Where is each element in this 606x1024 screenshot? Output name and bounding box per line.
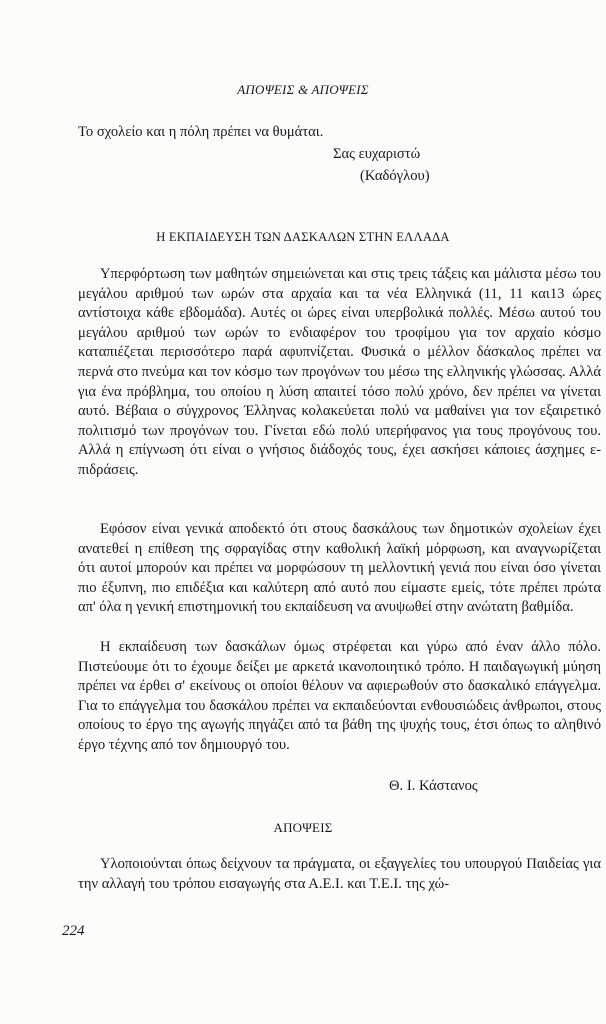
page-number: 224 [62,923,85,939]
article-title: Η ΕΚΠΑΙΔΕΥΣΗ ΤΩΝ ΔΑΣΚΑΛΩΝ ΣΤΗΝ ΕΛΛΑΔΑ [156,230,450,244]
article-paragraph-2: Εφόσον είναι γενικά αποδεκτό ότι στους δασκάλους των δημοτικών σχολείων έχει ανατεθεί η επίθεση της σφραγίδας στην καθολική λαϊκή μόρφωση, και αναγνωρίζεται ότι αυτοί μπορούν και πρέπει να μορφώσουν τη μελλοντική γενιά που είναι όσο γίνεται πιο έξυπνη, πιο επιδέξια και καλύτερη από αυτό που είμαστε εμείς, τότε πρέπει πρώτα απ' όλα η γενική επιστημονική του εκπαίδευση να ανυψωθεί στην ανώτατη βαθμίδα. [78,521,601,616]
section-paragraph: Υλοποιούνται όπως δείχνουν τα πράγματα, οι εξαγγελίες του υπουργού Παιδείας για την αλλαγή του τρόπου εισαγωγής στα Α.Ε.Ι. και Τ.Ε.Ι. της χώ- [78,856,601,892]
article-paragraph-3: Η εκπαίδευση των δασκάλων όμως στρέφεται και γύρω από έναν άλλο πόλο. Πιστεύουμε ότι το έχουμε δείξει με αρκετά ικανοποιητικό τρόπο. Η παιδαγωγική μύηση πρέπει να έρθει σ' εκείνους οι οποίοι θέλουν να αφιερωθούν στο δασκαλικό επάγγελμα. Για το επάγγελμα του δασκάλου πρέπει να εκπαιδεύονται ενθουσιώδεις άνθρωποι, στους οποίους το έργο της αγωγής πηγάζει από τα βάθη της ψυχής τους, έτσι όπως το αληθινό έργο τέχνης από τον δημιουργό του. [78,639,601,753]
article-paragraph-1: Υπερφόρτωση των μαθητών σημειώνεται και στις τρεις τάξεις και μάλιστα μέσω του μεγάλου αριθμού των ωρών στα αρχαία και τα νέα Ελληνικά (11, 11 και13 ώρες αντίστοιχα κάθε εβδομάδα). Αυτές οι ώρες είναι υπερβολικά πολλές. Μέσω αυτού του μεγάλου αριθμού των ωρών το ενδιαφέρον του τροφίμου για τον αρχαίο κόσμο καταπιέζεται περισσότερο παρά αφυπνίζεται. Φυσικά ο μέλλον δάσκαλος πρέπει να περνά στο πνεύμα και τον κόσμο των προγόνων του μέσω της ελληνικής γλώσσας. Αλλά για ένα πρόβλημα, του οποίου η λύση απαιτεί τόσο πολύ χρόνο, δεν πρέπει να γίνεται αυτό. Βέβαια ο σύγχρονος Έλληνας κολακεύεται πολύ να μαθαίνει για τον εξαιρετικό πολιτισμό των προγόνων του. Γίνεται εδώ πολύ υπερήφανος για τους προγόνους του. Αλλά η επίγνωση ότι είναι ο γνήσιος διάδοχός τους, έχει ασκήσει κάποιες άσχημες επιδράσεις. [78,266,601,478]
letter-closing: Σας ευχαριστώ [333,146,421,162]
letter-text: Το σχολείο και η πόλη πρέπει να θυμάται. [78,124,324,140]
letter-signer: (Καδόγλου) [360,168,430,184]
article-author: Θ. Ι. Κάστανος [389,778,478,794]
section-title: ΑΠΟΨΕΙΣ [273,820,333,835]
page-header-title: ΑΠΟΨΕΙΣ & ΑΠΟΨΕΙΣ [237,82,369,97]
